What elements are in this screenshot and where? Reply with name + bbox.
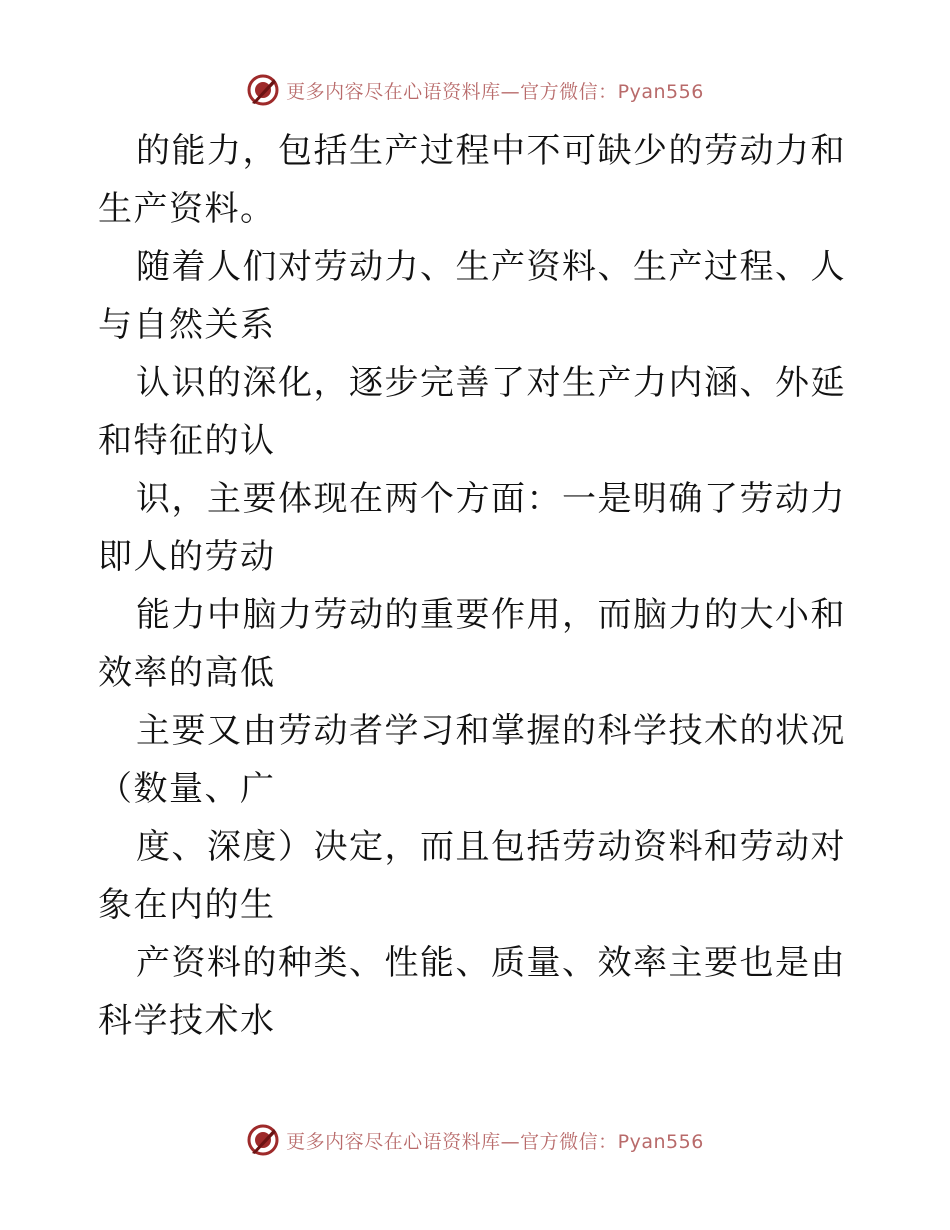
paragraph: 识，主要体现在两个方面：一是明确了劳动力即人的劳动 <box>98 479 846 577</box>
paragraph: 度、深度）决定，而且包括劳动资料和劳动对象在内的生 <box>98 827 846 925</box>
quill-pen-logo-icon <box>246 1123 280 1157</box>
paragraph: 认识的深化，逐步完善了对生产力内涵、外延和特征的认 <box>98 363 846 461</box>
paragraph: 主要又由劳动者学习和掌握的科学技术的状况（数量、广 <box>98 711 846 809</box>
paragraph: 的能力，包括生产过程中不可缺少的劳动力和生产资料。 <box>98 131 846 229</box>
paragraph: 能力中脑力劳动的重要作用，而脑力的大小和效率的高低 <box>98 595 846 693</box>
banner-text: 更多内容尽在心语资料库—官方微信：Pyan556 <box>286 1130 704 1153</box>
paragraph: 随着人们对劳动力、生产资料、生产过程、人与自然关系 <box>98 247 846 345</box>
document-body <box>98 122 858 1050</box>
banner-text: 更多内容尽在心语资料库—官方微信：Pyan556 <box>286 80 704 103</box>
footer-banner <box>0 1120 950 1160</box>
paragraph: 产资料的种类、性能、质量、效率主要也是由科学技术水 <box>98 943 846 1041</box>
header-banner <box>0 70 950 110</box>
quill-pen-logo-icon <box>246 73 280 107</box>
